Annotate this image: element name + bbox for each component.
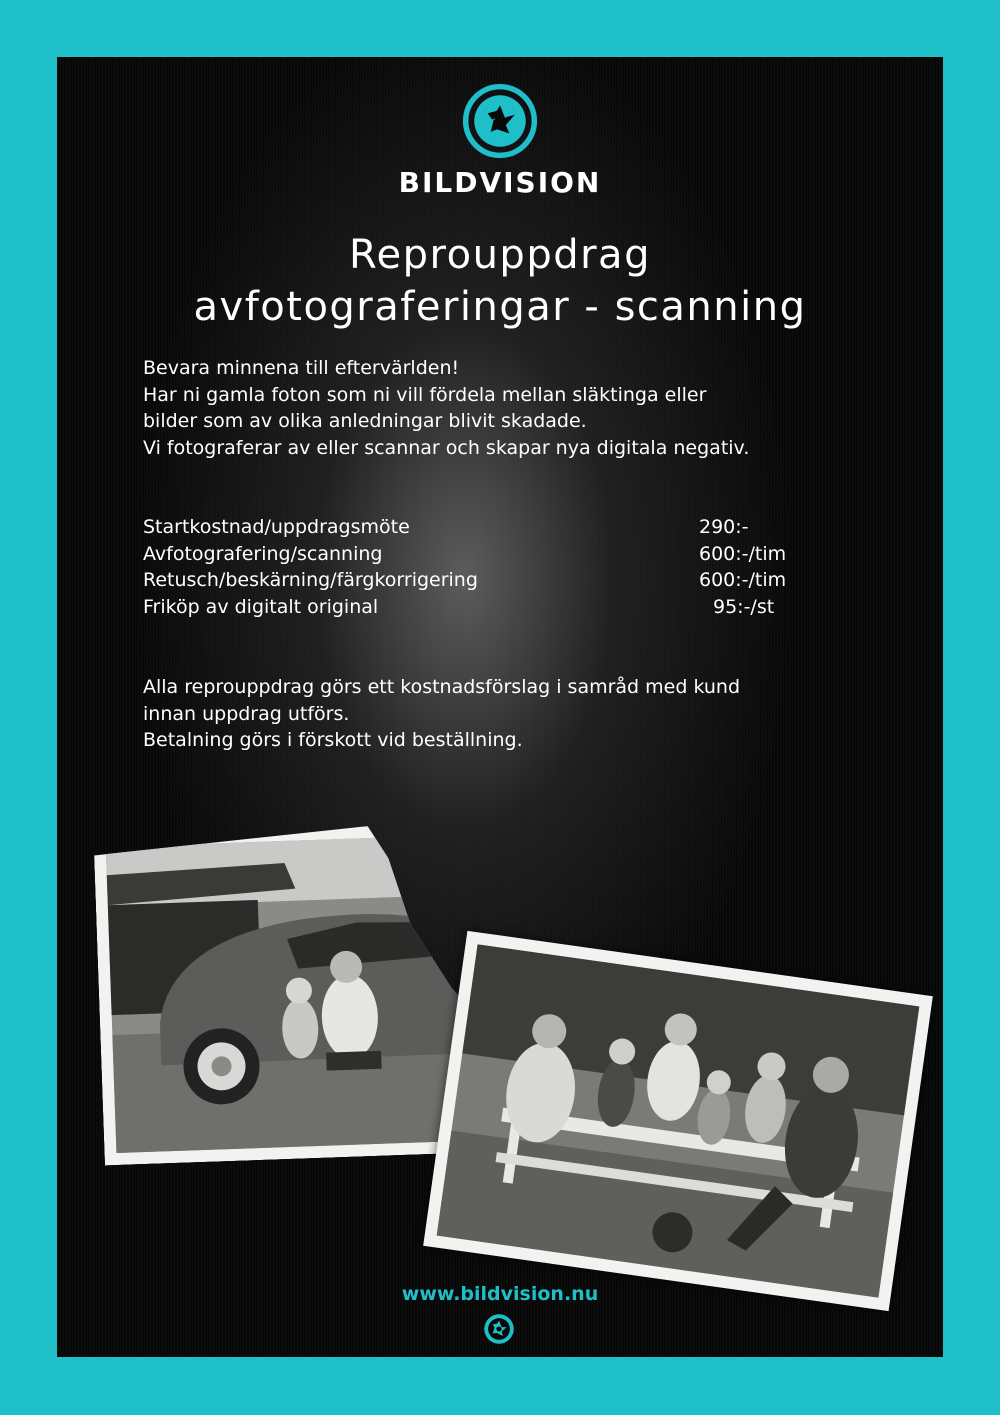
camera-aperture-icon bbox=[461, 82, 539, 160]
title-line-1: Reprouppdrag bbox=[349, 232, 651, 278]
page-title bbox=[57, 229, 943, 333]
title-line-2: avfotograferingar - scanning bbox=[193, 284, 807, 330]
price-value: 600:-/tim bbox=[699, 569, 787, 591]
price-row bbox=[143, 567, 843, 594]
website-link[interactable]: www.bildvision.nu bbox=[401, 1283, 599, 1305]
intro-line: bilder som av olika anledningar blivit skadade. bbox=[143, 410, 587, 432]
price-value: 290:- bbox=[699, 516, 749, 538]
price-label: Retusch/beskärning/färgkorrigering bbox=[143, 569, 478, 591]
terms-line: innan uppdrag utförs. bbox=[143, 702, 350, 725]
price-row bbox=[143, 594, 843, 621]
price-row bbox=[143, 514, 843, 541]
family-photo-illustration bbox=[423, 931, 933, 1311]
price-label: Avfotografering/scanning bbox=[143, 542, 383, 565]
price-value: 600:-/tim bbox=[699, 542, 787, 565]
price-value: 95:-/st bbox=[713, 595, 775, 618]
price-label: Startkostnad/uppdragsmöte bbox=[143, 516, 410, 538]
intro-line: Har ni gamla foton som ni vill fördela mellan släktinga eller bbox=[143, 383, 707, 406]
price-list bbox=[143, 514, 843, 620]
intro-line: Vi fotograferar av eller scannar och skapar nya digitala negativ. bbox=[143, 436, 750, 459]
price-label: Friköp av digitalt original bbox=[143, 595, 379, 618]
terms-line: Betalning görs i förskott vid beställning. bbox=[143, 729, 523, 751]
logo bbox=[57, 82, 943, 199]
terms-line: Alla reprouppdrag görs ett kostnadsförslag i samråd med kund bbox=[143, 676, 741, 698]
camera-aperture-icon bbox=[483, 1313, 515, 1345]
price-row bbox=[143, 541, 843, 568]
intro-line: Bevara minnena till eftervärlden! bbox=[143, 357, 460, 379]
vintage-family-photo bbox=[423, 931, 933, 1311]
intro-text bbox=[143, 355, 749, 461]
brand-name: BILDVISION bbox=[398, 166, 602, 199]
terms-text bbox=[143, 674, 740, 754]
poster bbox=[57, 57, 943, 1357]
